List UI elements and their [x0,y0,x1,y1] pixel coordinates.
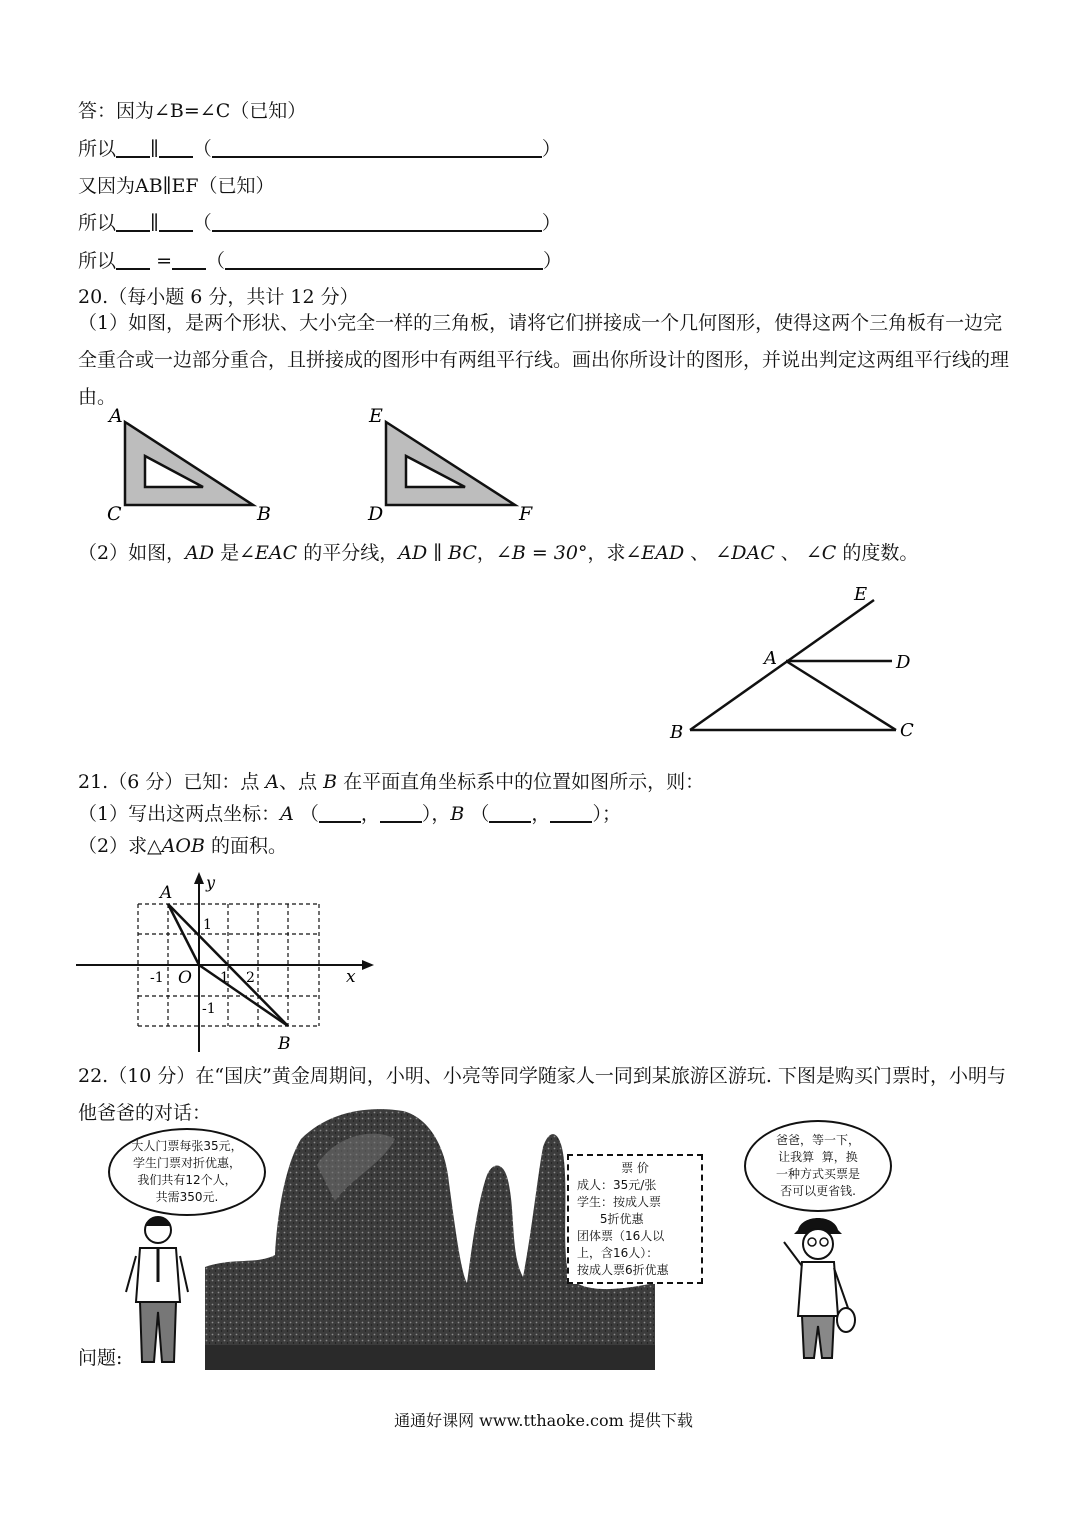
bubble-line: 一种方式买票是 [775,1167,860,1181]
kid-speech-bubble [744,1120,892,1212]
paren-close: ） [541,212,561,234]
reason-blank[interactable] [225,250,543,270]
price-line: 成人：35元/张 [577,1178,657,1192]
q19-line5 [78,248,562,274]
label-c: C [107,503,122,525]
footer-text: 通通好课网 www.tthaoke.com 提供下载 [394,1411,693,1430]
dad-speech-bubble [108,1128,266,1216]
text: 21.（6 分）已知：点 [78,771,266,793]
q21-heading [78,769,704,795]
paren-close: ） [541,138,561,160]
q20-heading: 20.（每小题 6 分，共计 12 分） [78,286,359,308]
math: AD [185,542,215,564]
price-line: 5折优惠 [577,1212,644,1226]
answer-blank[interactable] [116,250,150,270]
answer-blank[interactable] [116,138,150,158]
tick-x-minus1: -1 [150,970,164,986]
text: ， [476,542,496,564]
q19-line2-prefix: 所以 [78,138,117,160]
label-a: A [109,405,123,427]
coord-blank[interactable] [380,803,422,823]
price-line: 按成人票6折优惠 [577,1263,669,1277]
q19-line4-prefix: 所以 [78,212,117,234]
answer-blank[interactable] [116,212,150,232]
math: B [450,803,465,825]
reason-blank[interactable] [212,138,542,158]
math: ∠B = 30° [495,542,588,564]
dad-figure [118,1212,198,1370]
price-line: 团体票（16人以 [577,1229,665,1243]
q19-line3: 又因为AB∥EF（已知） [78,175,275,197]
q19-line5-prefix: 所以 [78,250,117,272]
text: ）； [592,803,621,825]
coord-blank[interactable] [319,803,361,823]
answer-blank[interactable] [159,138,193,158]
math: ∠DAC [715,542,775,564]
bubble-line: 让我算 算，换 [778,1150,858,1164]
text: ）， [421,803,451,825]
answer-blank[interactable] [172,250,206,270]
text: （1）写出这两点坐标： [78,803,281,825]
equals-symbol: = [156,250,172,272]
text: （ [293,803,319,825]
price-title: 票 价 [621,1161,649,1175]
q19-line1: 答：因为∠B=∠C（已知） [78,100,307,122]
price-line: 学生：按成人票 [577,1195,662,1209]
q19-line4 [78,210,561,236]
text: （2）求△ [78,835,162,857]
triangle-edf [367,405,533,525]
q19-line2 [78,136,561,162]
parallel-symbol: ∥ [150,138,159,160]
text: 的度数。 [836,542,919,564]
price-line: 上，含16人）： [577,1246,659,1260]
q22-heading: 22.（10 分）在“国庆”黄金周期间，小明、小亮等同学随家人一同到某旅游区游玩. 下图是购买门票时，小明与他爸爸的对话： [78,1065,1006,1124]
text: 的平分线， [297,542,399,564]
y-axis-label: y [206,873,216,892]
text: ，求 [587,542,626,564]
label-c: C [900,720,914,741]
text: ， [531,803,551,825]
parallel-symbol: ∥ [150,212,159,234]
triangle-abc [107,405,271,525]
reason-blank[interactable] [212,212,542,232]
math: ∠EAD [625,542,685,564]
question-label: 问题: [78,1347,123,1369]
text: （2）如图， [78,542,186,564]
q20-part2 [78,540,918,566]
coordinate-grid [74,866,384,1056]
text: 、 [684,542,716,564]
math: ∠C [805,542,837,564]
ticket-price-box [567,1154,703,1284]
q21-part1 [78,801,621,827]
text: 的面积。 [204,835,288,857]
point-a-label: A [160,883,173,903]
paren-open: （ [192,138,212,160]
point-b-label: B [278,1034,291,1054]
tick-y-minus1: -1 [202,1001,216,1017]
math: AOB [161,835,205,857]
label-a: A [764,648,777,669]
label-b: B [257,503,271,525]
bubble-line: 大人门票每张35元， [131,1139,243,1153]
text: ， [360,803,380,825]
tick-x-2: 2 [246,970,255,986]
math: A [280,803,294,825]
math: A [265,771,280,793]
bubble-line: 共需350元. [155,1190,219,1204]
bubble-line: 学生门票对折优惠， [132,1156,241,1170]
text: 在平面直角坐标系中的位置如图所示，则： [337,771,705,793]
label-b: B [670,722,684,743]
math: B [323,771,338,793]
bubble-line: 我们共有12个人， [137,1173,237,1187]
bubble-line: 爸爸，等一下， [775,1133,860,1147]
text: 、 [774,542,806,564]
origin-label: O [178,968,192,988]
x-axis-label: x [346,967,356,987]
q21-part2 [78,833,287,859]
label-e: E [854,584,868,605]
kid-figure [772,1212,862,1364]
label-f: F [519,503,533,525]
answer-blank[interactable] [159,212,193,232]
text: （ [464,803,490,825]
q20-part1: （1）如图，是两个形状、大小完全一样的三角板，请将它们拼接成一个几何图形，使得这两个三角板有一边完全重合或一边部分重合，且拼接成的图形中有两组平行线。画出你所设计的图形，并说出判定这两组平行线的理由。 [78,312,1010,408]
tick-y-1: 1 [203,917,212,933]
math: AD ∥ BC [398,542,477,564]
label-e: E [369,405,383,427]
bubble-line: 否可以更省钱. [780,1184,856,1198]
tick-x-1: 1 [220,970,229,986]
text: 、点 [279,771,324,793]
paren-close: ） [543,250,563,272]
label-d: D [368,503,384,525]
angle-bisector-figure [660,578,920,748]
label-d: D [896,652,911,673]
text: 是 [214,542,240,564]
coord-blank[interactable] [550,803,592,823]
triangle-figures [95,400,565,532]
paren-open: （ [205,250,225,272]
math: ∠EAC [239,542,298,564]
paren-open: （ [192,212,212,234]
coord-blank[interactable] [489,803,531,823]
